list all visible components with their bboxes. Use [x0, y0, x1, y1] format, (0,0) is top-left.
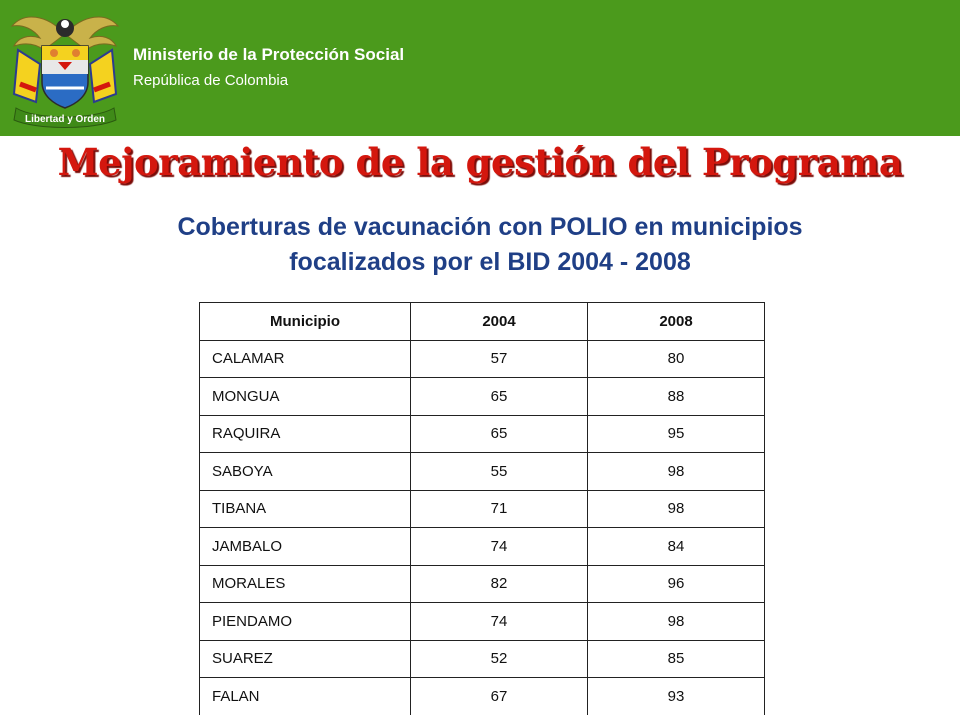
table-row [200, 378, 765, 416]
table-row [200, 640, 765, 678]
table-row [200, 340, 765, 378]
cell-municipio: TIBANA [200, 490, 411, 528]
header-bar [0, 0, 960, 136]
cell-2008: 98 [588, 453, 765, 491]
column-header-municipio: Municipio [200, 303, 411, 341]
cell-2004: 71 [411, 490, 588, 528]
colombia-coat-of-arms-icon [6, 4, 124, 132]
subtitle-line-2: focalizados por el BID 2004 - 2008 [289, 248, 691, 276]
cell-2008: 88 [588, 378, 765, 416]
column-header-2008: 2008 [588, 303, 765, 341]
table-row [200, 565, 765, 603]
table-body [200, 340, 765, 715]
cell-municipio: SUAREZ [200, 640, 411, 678]
cell-2004: 74 [411, 603, 588, 641]
cell-2004: 52 [411, 640, 588, 678]
cell-2004: 82 [411, 565, 588, 603]
cell-municipio: CALAMAR [200, 340, 411, 378]
table-row [200, 453, 765, 491]
cell-municipio: RAQUIRA [200, 415, 411, 453]
republic-name: República de Colombia [133, 72, 289, 89]
cell-municipio: FALAN [200, 678, 411, 716]
cell-municipio: MORALES [200, 565, 411, 603]
cell-2008: 98 [588, 490, 765, 528]
cell-municipio: SABOYA [200, 453, 411, 491]
coverage-table [199, 302, 765, 715]
table-row [200, 490, 765, 528]
cell-2008: 84 [588, 528, 765, 566]
table-row [200, 603, 765, 641]
subtitle-line-1: Coberturas de vacunación con POLIO en municipios [177, 213, 803, 241]
cell-2004: 57 [411, 340, 588, 378]
cell-2008: 95 [588, 415, 765, 453]
table-row [200, 678, 765, 716]
cell-2004: 65 [411, 415, 588, 453]
cell-2008: 98 [588, 603, 765, 641]
ministry-name: Ministerio de la Protección Social [133, 45, 405, 64]
table-header-row [200, 303, 765, 341]
cell-2008: 80 [588, 340, 765, 378]
page-title: Mejoramiento de la gestión del Programa [57, 140, 903, 184]
cell-2004: 67 [411, 678, 588, 716]
cell-2004: 55 [411, 453, 588, 491]
cell-municipio: PIENDAMO [200, 603, 411, 641]
cell-2008: 85 [588, 640, 765, 678]
cell-2008: 93 [588, 678, 765, 716]
cell-2008: 96 [588, 565, 765, 603]
column-header-2004: 2004 [411, 303, 588, 341]
cell-2004: 74 [411, 528, 588, 566]
cell-2004: 65 [411, 378, 588, 416]
table-row [200, 528, 765, 566]
cell-municipio: JAMBALO [200, 528, 411, 566]
table-row [200, 415, 765, 453]
crest-motto: Libertad y Orden [24, 114, 106, 125]
page-subtitle [60, 210, 920, 280]
cell-municipio: MONGUA [200, 378, 411, 416]
